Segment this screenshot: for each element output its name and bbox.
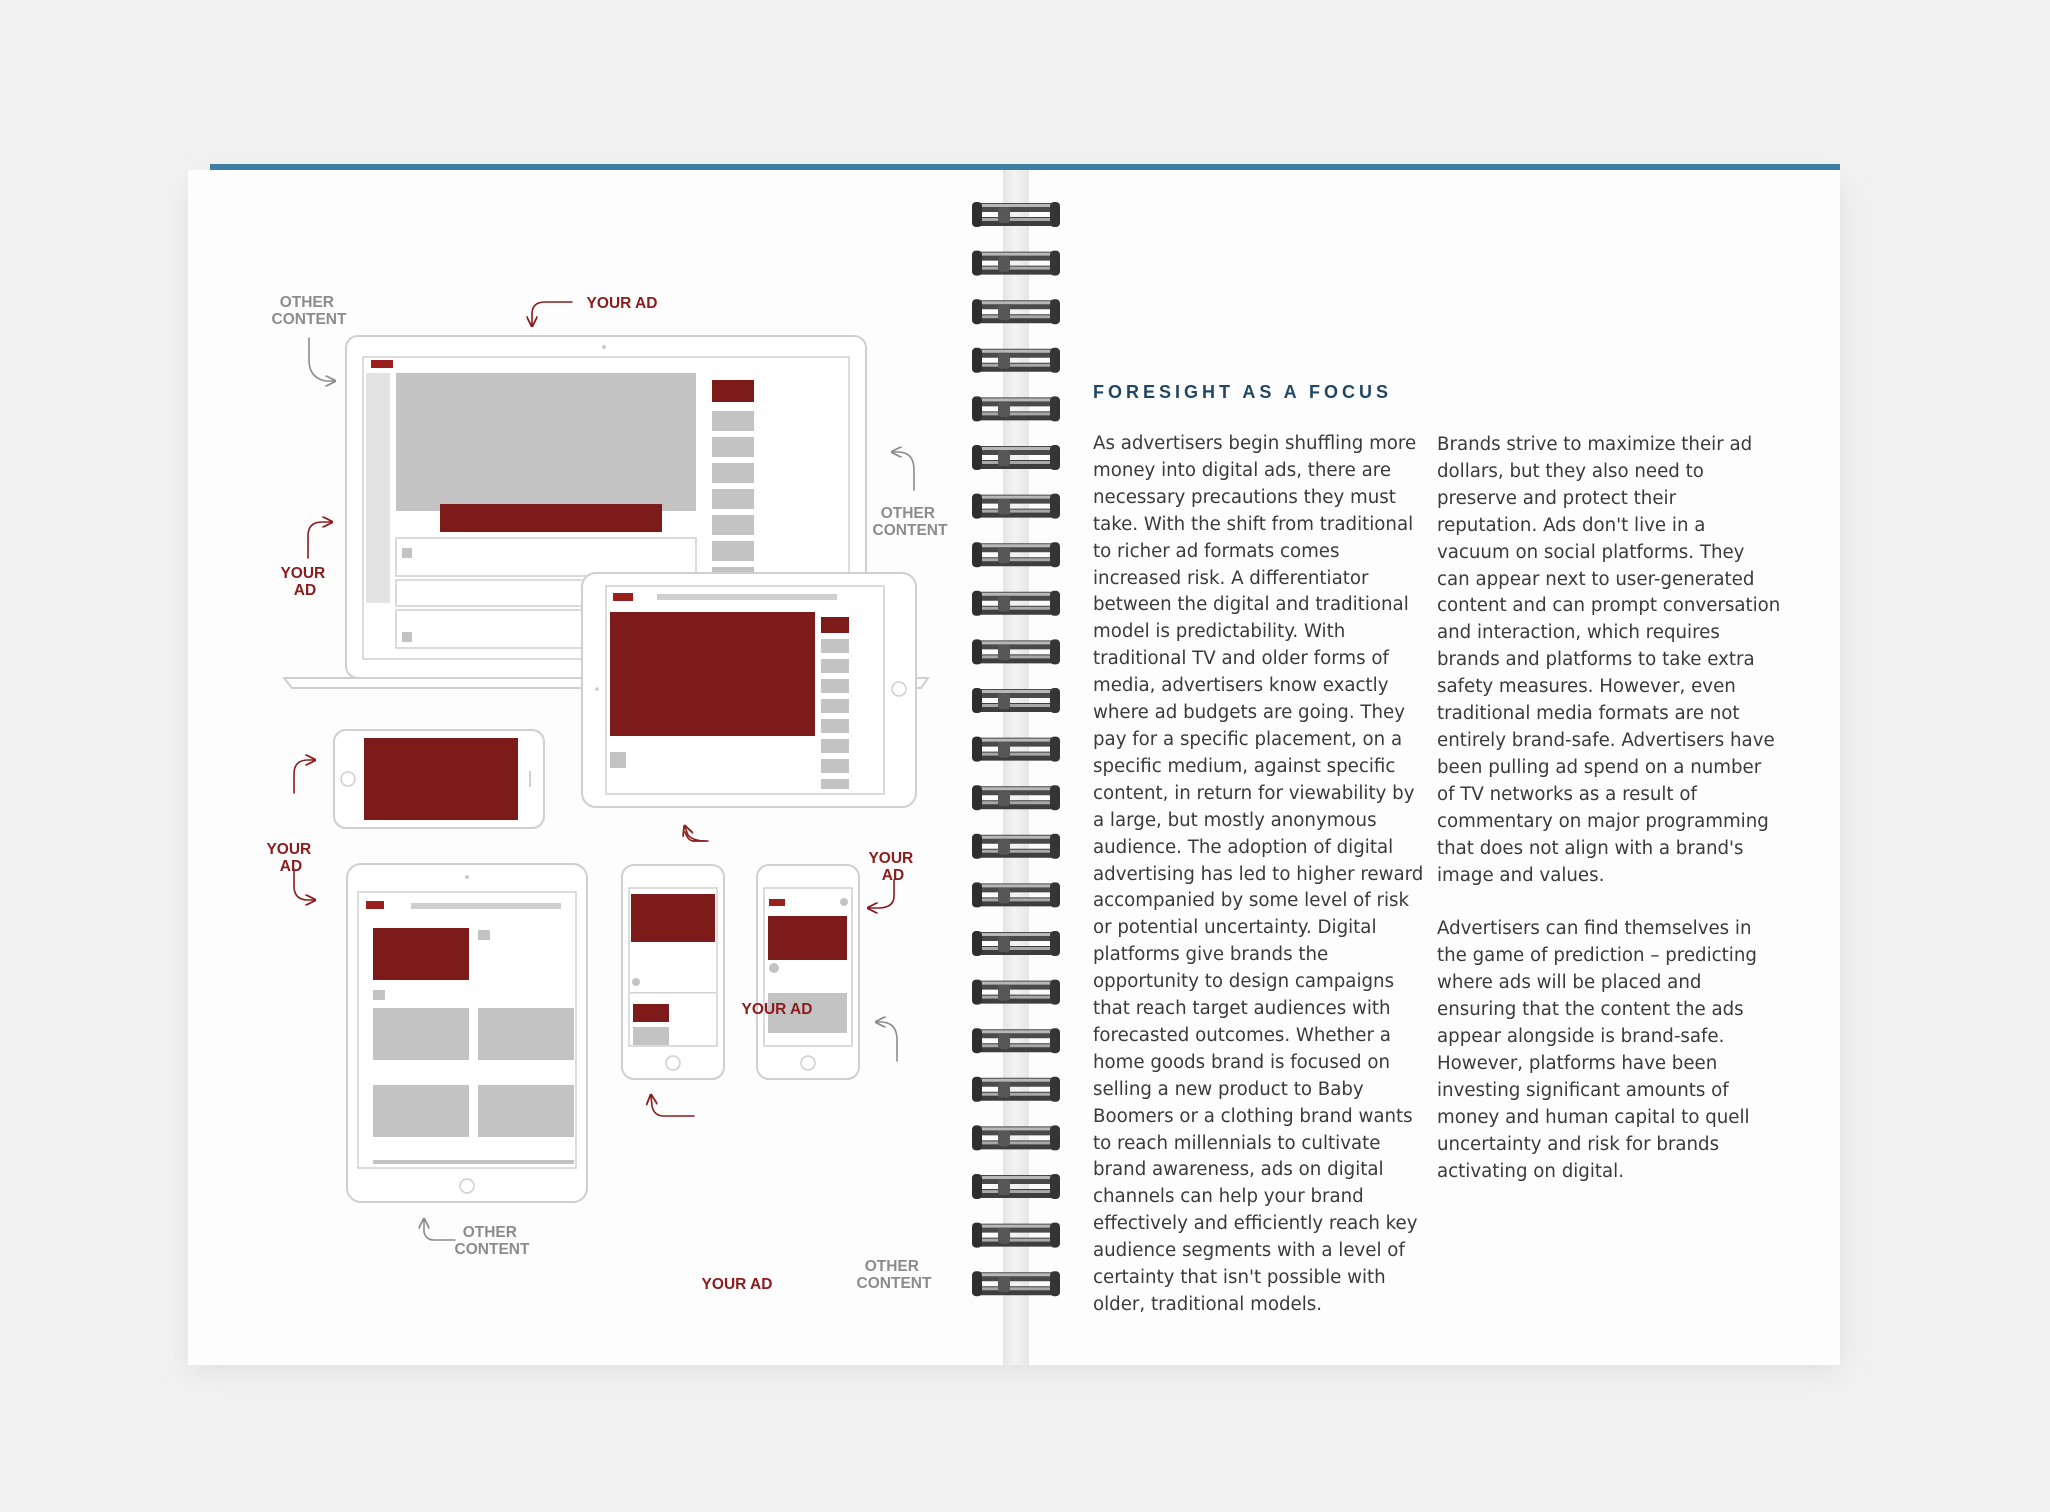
tablet-portrait-youtube-logo-icon <box>366 901 384 909</box>
article-paragraph-1: As advertisers begin shuffling more money into digital ads, there are necessary precautions they must take. With the shift from traditional to richer ad formats comes increased risk. A differentiator between the digital and traditional model is predictability. With traditional TV and older forms of media, advertisers know exactly where ad budgets are going. They pay for a specific placement, on a specific medium, against specific content, in return for viewability by a large, but mostly anonymous audience. The adoption of digital advertising has led to higher reward accompanied by some level of risk or potential uncertainty. Digital platforms give brands the opportunity to design campaigns that reach target audiences with forecasted outcomes. Whether a home goods brand is focused on selling a new product to Baby Boomers or a clothing brand wants to reach millennials to cultivate brand awareness, ads on digital channels can help your brand effectively and efficiently reach key audience segments with a level of certainty that isn't possible with older, traditional models. <box>1093 433 1424 1315</box>
ad-placement-diagram <box>188 170 1016 1365</box>
spiral-coil-icon <box>972 396 1060 421</box>
label-other-content-4: OTHER CONTENT <box>454 1224 530 1258</box>
article-heading: FORESIGHT AS A FOCUS <box>1093 382 1393 402</box>
spiral-coil-icon <box>972 1077 1060 1102</box>
spiral-coil-icon <box>972 1125 1060 1150</box>
arrow-your-ad-left-2a-icon <box>294 760 314 793</box>
spiral-coil-icon <box>972 980 1060 1005</box>
spiral-coil-icon <box>972 785 1060 810</box>
tablet-sidebar-ad <box>821 617 849 633</box>
article-paragraph-2: Brands strive to maximize their ad dollars, but they also need to preserve and protect their reputation. Ads don't live in a vacuum on social platforms. They can appear next to user-generated content and can prompt conversation and interaction, which requires brands and platforms to take extra safety measures. However, even traditional media formats are not entirely brand-safe. Advertisers have been pulling ad spend on a number of TV networks as a result of commentary on major programming that does not align with a brand's image and values. <box>1437 434 1781 886</box>
spiral-coil-icon <box>972 202 1060 227</box>
laptop-youtube-logo-icon <box>371 360 393 368</box>
spiral-coil-icon <box>972 348 1060 373</box>
spiral-coil-icon <box>972 737 1060 762</box>
label-your-ad-mid: YOUR AD <box>741 1001 813 1018</box>
label-other-content-3: OTHER CONTENT <box>856 1258 932 1292</box>
label-your-ad-left-2: YOUR AD <box>266 841 312 875</box>
spiral-coil-icon <box>972 591 1060 616</box>
arrow-your-ad-top-icon <box>532 302 572 325</box>
article-paragraph-3: Advertisers can find themselves in the game of prediction – predicting where ads will be placed and ensuring that the content the ads appear alongside is brand-safe. However, platforms have been investing significant amounts of money and human capital to quell uncertainty and risk for brands activating on digital. <box>1437 918 1757 1182</box>
tablet-youtube-logo-icon <box>613 593 633 601</box>
arrow-other-content-1-icon <box>309 338 334 381</box>
spiral-coil-icon <box>972 1271 1060 1296</box>
phone-landscape-video-ad <box>364 738 518 820</box>
label-other-content-2: OTHER CONTENT <box>872 505 948 539</box>
spiral-coil-icon <box>972 882 1060 907</box>
phone-1-inline-ad <box>633 1004 669 1022</box>
tablet-landscape-device <box>582 573 916 807</box>
label-your-ad-right: YOUR AD <box>868 850 914 884</box>
phone-portrait-device-1 <box>622 865 724 1079</box>
spiral-coil-icon <box>972 931 1060 956</box>
arrow-your-ad-bottom-icon <box>651 1096 694 1116</box>
phone-1-video-ad <box>631 894 715 942</box>
spiral-coil-icon <box>972 542 1060 567</box>
label-your-ad-left-1: YOUR AD <box>280 565 326 599</box>
arrow-other-content-4-icon <box>424 1220 455 1240</box>
phone-2-youtube-logo-icon <box>769 899 785 906</box>
spiral-coil-icon <box>972 639 1060 664</box>
spiral-coil-icon <box>972 251 1060 276</box>
spiral-coil-icon <box>972 445 1060 470</box>
article-column-left <box>1093 431 1428 1319</box>
spiral-coil-icon <box>972 1174 1060 1199</box>
spiral-coil-icon <box>972 1028 1060 1053</box>
phone-landscape-device <box>334 730 544 828</box>
phone-portrait-device-2 <box>757 865 859 1079</box>
spiral-coil-icon <box>972 834 1060 859</box>
label-other-content-1: OTHER CONTENT <box>271 294 347 328</box>
tablet-video-ad <box>610 612 815 736</box>
spiral-coil-icon <box>972 1223 1060 1248</box>
laptop-overlay-ad <box>440 504 662 532</box>
spiral-coil-icon <box>972 494 1060 519</box>
spiral-coil-icon <box>972 688 1060 713</box>
article-column-right <box>1437 432 1782 1185</box>
arrow-other-content-3-icon <box>877 1022 897 1061</box>
arrow-other-content-2-icon <box>893 452 914 490</box>
tablet-portrait-video-ad <box>373 928 469 980</box>
laptop-sidebar-ad <box>712 380 754 402</box>
label-your-ad-top: YOUR AD <box>586 295 658 312</box>
arrow-your-ad-right-icon <box>869 880 894 908</box>
laptop-video-content <box>396 373 696 511</box>
arrow-your-ad-left-1-icon <box>308 522 331 558</box>
tablet-portrait-device <box>347 864 587 1202</box>
spiral-coil-icon <box>972 299 1060 324</box>
spiral-binding <box>962 195 1072 1335</box>
phone-2-video-ad <box>768 916 847 960</box>
label-your-ad-bottom: YOUR AD <box>701 1276 773 1293</box>
